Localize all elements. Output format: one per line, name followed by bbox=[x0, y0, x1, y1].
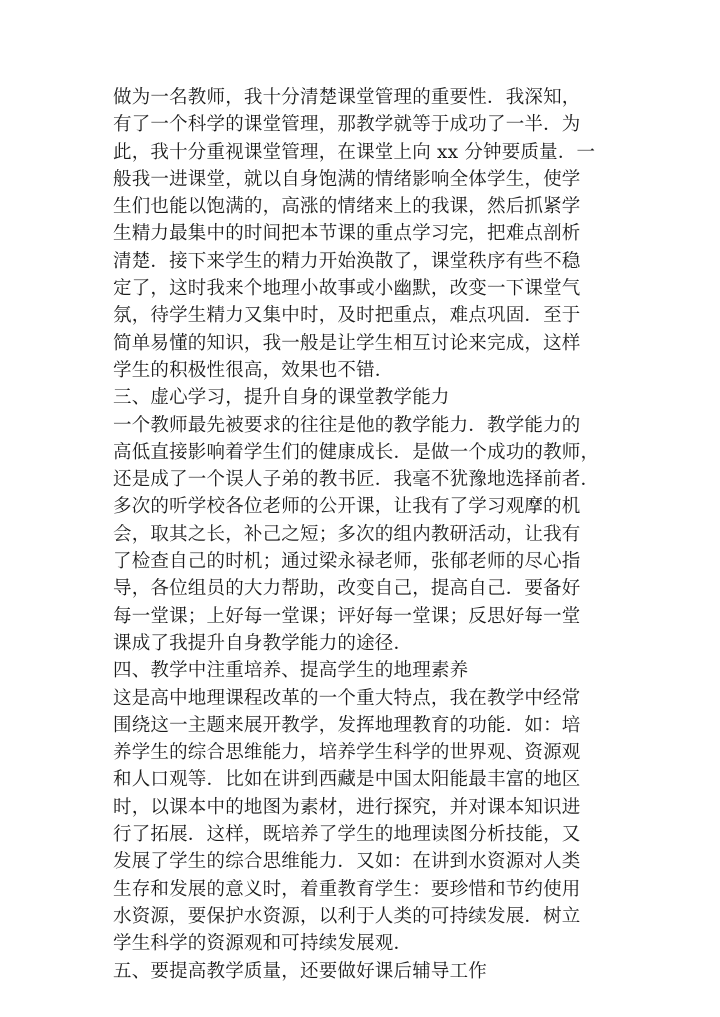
section-heading-4: 四、教学中注重培养、提高学生的地理素养 bbox=[113, 660, 469, 682]
text-line: 此，我十分重视课堂管理，在课堂上向 xx 分钟要质量．一 bbox=[113, 141, 596, 163]
text-line: 生存和发展的意义时，着重教育学生：要珍惜和节约使用 bbox=[113, 878, 581, 900]
text-line: 学生的积极性很高，效果也不错． bbox=[113, 359, 394, 381]
text-line: 有了一个科学的课堂管理，那教学就等于成功了一半．为 bbox=[113, 114, 581, 136]
text-line: 导，各位组员的大力帮助，改变自己，提高自己．要备好 bbox=[113, 578, 581, 600]
text-line: 会，取其之长，补己之短；多次的组内教研活动，让我有 bbox=[113, 523, 581, 545]
text-line: 养学生的综合思维能力，培养学生科学的世界观、资源观 bbox=[113, 742, 581, 764]
text-line: 每一堂课；上好每一堂课；评好每一堂课；反思好每一堂 bbox=[113, 605, 581, 627]
text-line: 多次的听学校各位老师的公开课，让我有了学习观摩的机 bbox=[113, 496, 581, 518]
text-line: 发展了学生的综合思维能力．又如：在讲到水资源对人类 bbox=[113, 851, 581, 873]
text-line: 定了，这时我来个地理小故事或小幽默，改变一下课堂气 bbox=[113, 278, 581, 300]
text-line: 这是高中地理课程改革的一个重大特点，我在教学中经常 bbox=[113, 687, 581, 709]
text-line: 围绕这一主题来展开教学，发挥地理教育的功能．如：培 bbox=[113, 714, 581, 736]
text-line: 高低直接影响着学生们的健康成长．是做一个成功的教师， bbox=[113, 441, 600, 463]
text-line: 水资源，要保护水资源，以利于人类的可持续发展．树立 bbox=[113, 905, 581, 927]
text-line: 生们也能以饱满的，高涨的情绪来上的我课，然后抓紧学 bbox=[113, 196, 581, 218]
text-line: 一个教师最先被要求的往往是他的教学能力．教学能力的 bbox=[113, 414, 581, 436]
text-line: 还是成了一个误人子弟的教书匠．我毫不犹豫地选择前者． bbox=[113, 469, 600, 491]
text-line: 做为一名教师，我十分清楚课堂管理的重要性．我深知， bbox=[113, 87, 581, 108]
text-line: 清楚．接下来学生的精力开始涣散了，课堂秩序有些不稳 bbox=[113, 250, 581, 272]
text-line: 了检查自己的时机；通过梁永禄老师，张郁老师的尽心指 bbox=[113, 551, 581, 573]
text-line: 简单易懂的知识，我一般是让学生相互讨论来完成，这样 bbox=[113, 332, 581, 354]
section-heading-3: 三、虚心学习，提升自身的课堂教学能力 bbox=[113, 387, 450, 409]
text-line: 氛，待学生精力又集中时，及时把重点，难点巩固．至于 bbox=[113, 305, 581, 327]
section-heading-5: 五、要提高教学质量，还要做好课后辅导工作 bbox=[113, 960, 488, 982]
text-line: 行了拓展．这样，既培养了学生的地理读图分析技能，又 bbox=[113, 824, 581, 846]
text-line: 时，以课本中的地图为素材，进行探究，并对课本知识进 bbox=[113, 796, 581, 818]
text-line: 学生科学的资源观和可持续发展观． bbox=[113, 933, 413, 955]
text-line: 般我一进课堂，就以自身饱满的情绪影响全体学生，使学 bbox=[113, 168, 581, 190]
text-line: 和人口观等．比如在讲到西藏是中国太阳能最丰富的地区 bbox=[113, 769, 581, 791]
document-body bbox=[113, 84, 613, 985]
text-line: 课成了我提升自身教学能力的途径． bbox=[113, 632, 413, 654]
text-line: 生精力最集中的时间把本节课的重点学习完，把难点剖析 bbox=[113, 223, 581, 245]
